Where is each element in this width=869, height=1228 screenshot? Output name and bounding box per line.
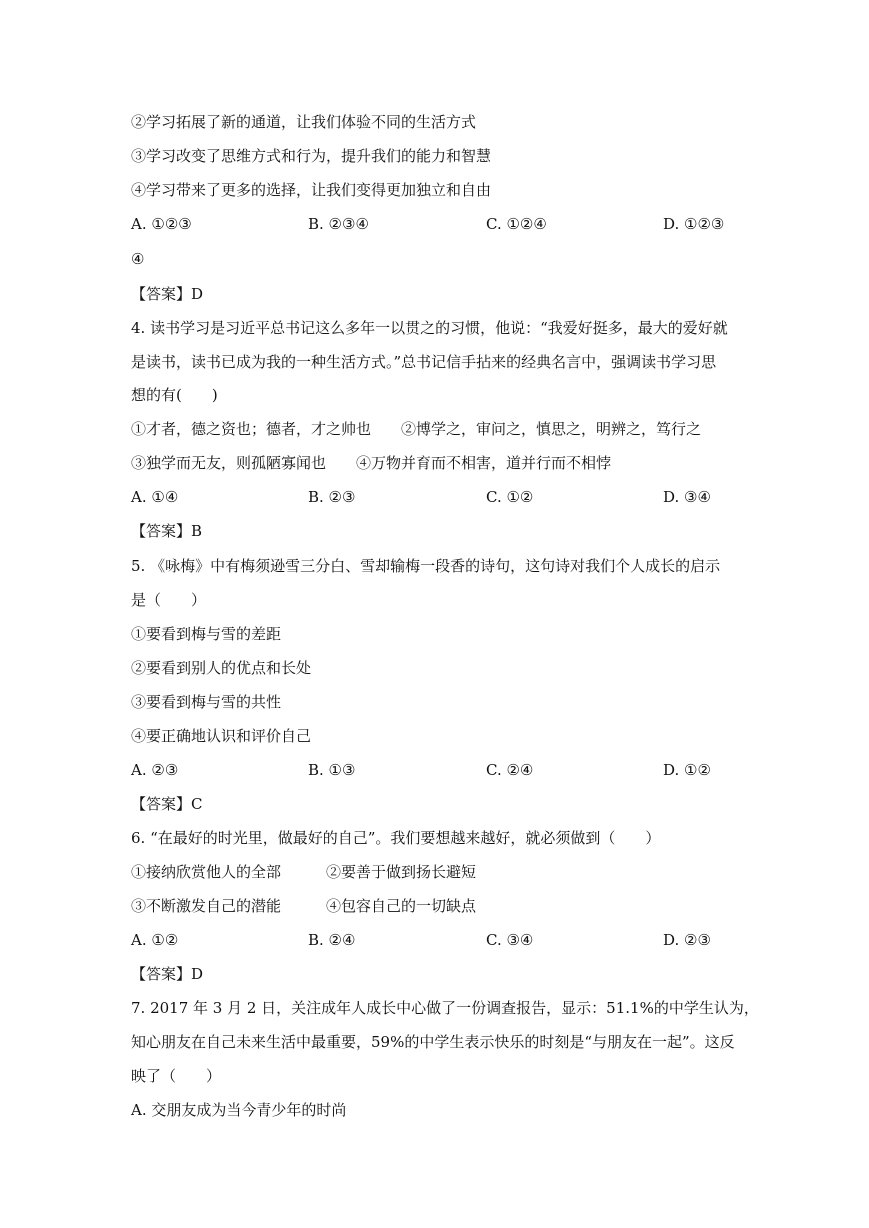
q7-stem-line-3: 映了（ ） [131, 1067, 222, 1085]
q6-stem-line-1: 6. “在最好的时光里，做最好的自己”。我们要想越来越好，就必须做到（ ） [131, 829, 661, 847]
q6-option-b: B. ②④ [308, 931, 356, 949]
q4-answer: 【答案】B [131, 522, 203, 540]
q4-items-line-1: ①才者，德之资也；德者，才之帅也 ②博学之，审问之，慎思之，明辨之，笃行之 [131, 420, 702, 438]
q5-item-2: ②要看到别人的优点和长处 [131, 659, 312, 677]
q5-answer: 【答案】C [131, 795, 203, 813]
q4-option-a: A. ①④ [131, 488, 179, 506]
q5-stem-line-2: 是（ ） [131, 591, 207, 609]
q5-item-4: ④要正确地认识和评价自己 [131, 727, 312, 745]
q6-items-line-2: ③不断激发自己的潜能 ④包容自己的一切缺点 [131, 897, 477, 915]
q5-option-a: A. ②③ [131, 761, 179, 779]
q6-items-line-1: ①接纳欣赏他人的全部 ②要善于做到扬长避短 [131, 863, 477, 881]
q5-option-d: D. ①② [663, 761, 711, 779]
q3-item-3: ③学习改变了思维方式和行为，提升我们的能力和智慧 [131, 147, 492, 165]
q3-option-c: C. ①②④ [486, 215, 547, 233]
q3-option-d: D. ①②③ [663, 215, 725, 233]
q4-option-c: C. ①② [486, 488, 534, 506]
q5-option-c: C. ②④ [486, 761, 534, 779]
q6-option-d: D. ②③ [663, 931, 711, 949]
q6-answer: 【答案】D [131, 965, 204, 983]
q6-option-a: A. ①② [131, 931, 179, 949]
q3-item-2: ②学习拓展了新的通道，让我们体验不同的生活方式 [131, 113, 477, 131]
q5-stem-line-1: 5. 《咏梅》中有梅须逊雪三分白、雪却输梅一段香的诗句，这句诗对我们个人成长的启示 [131, 557, 721, 575]
q3-option-b: B. ②③④ [308, 215, 369, 233]
q4-option-b: B. ②③ [308, 488, 356, 506]
q4-stem-line-3: 想的有( ) [131, 386, 218, 404]
q3-item-4: ④学习带来了更多的选择，让我们变得更加独立和自由 [131, 181, 492, 199]
q3-option-a: A. ①②③ [131, 215, 192, 233]
q5-item-3: ③要看到梅与雪的共性 [131, 693, 282, 711]
q4-stem-line-1: 4. 读书学习是习近平总书记这么多年一以贯之的习惯，他说：“我爱好挺多，最大的爱好就 [131, 319, 728, 337]
q3-option-d-wrap: ④ [131, 250, 145, 268]
q7-stem-line-1: 7. 2017 年 3 月 2 日，关注成年人成长中心做了一份调查报告，显示：51.1%的中学生认为， [131, 999, 759, 1017]
q4-stem-line-2: 是读书，读书已成为我的一种生活方式。”总书记信手拈来的经典名言中，强调读书学习思 [131, 353, 717, 371]
q4-items-line-2: ③独学而无友，则孤陋寡闻也 ④万物并育而不相害，道并行而不相悖 [131, 454, 612, 472]
q6-option-c: C. ③④ [486, 931, 534, 949]
q7-option-a: A. 交朋友成为当今青少年的时尚 [131, 1101, 347, 1119]
q7-stem-line-2: 知心朋友在自己未来生活中最重要，59%的中学生表示快乐的时刻是“与朋友在一起”。这反 [131, 1033, 735, 1051]
q3-answer: 【答案】D [131, 285, 204, 303]
q4-option-d: D. ③④ [663, 488, 711, 506]
q5-item-1: ①要看到梅与雪的差距 [131, 625, 282, 643]
q5-option-b: B. ①③ [308, 761, 356, 779]
